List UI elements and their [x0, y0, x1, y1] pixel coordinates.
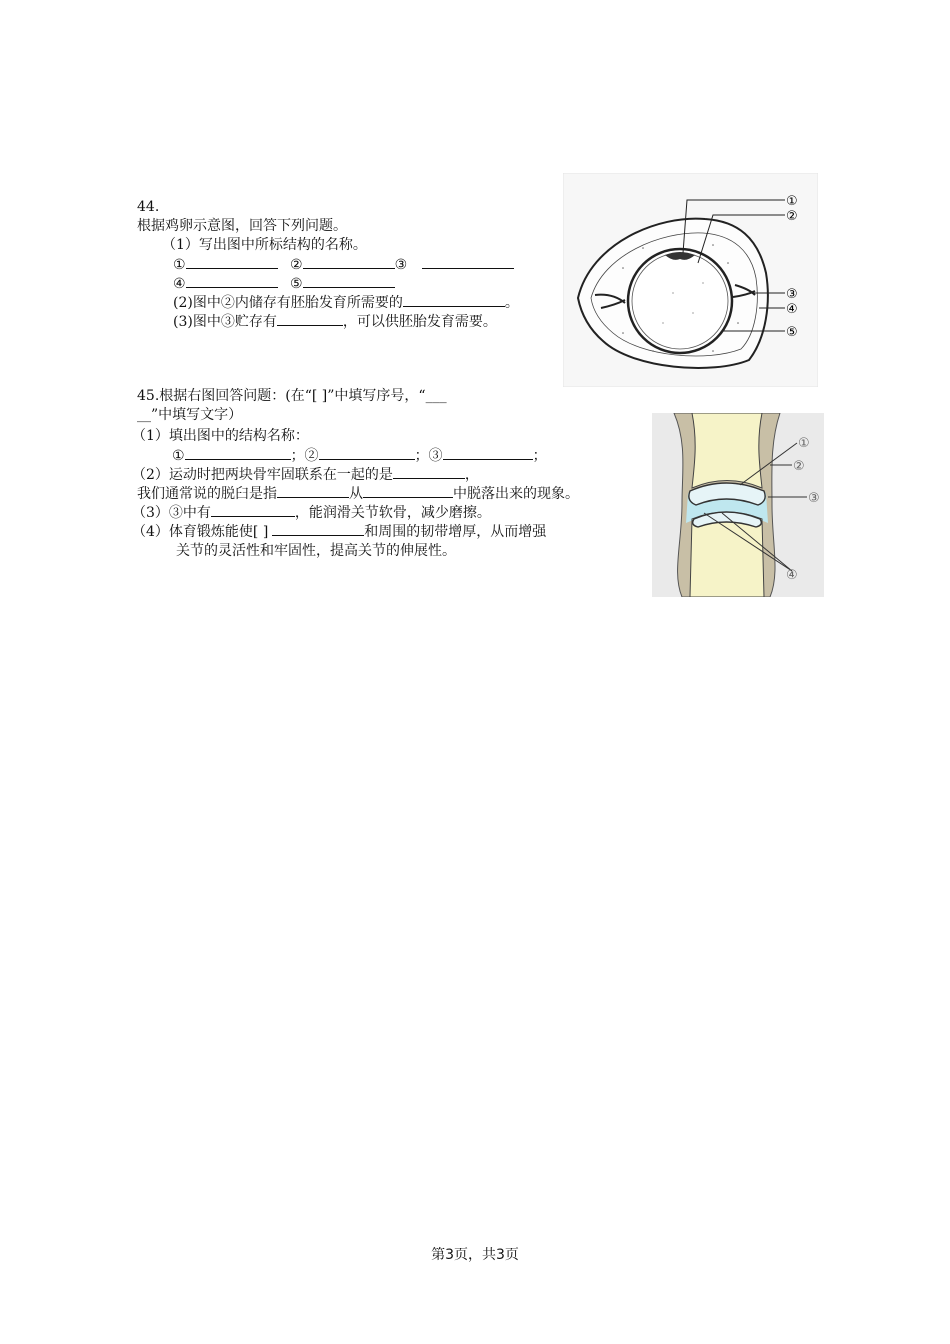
blank-1[interactable] [186, 254, 278, 269]
q45-sub2-end: ， [464, 467, 479, 483]
label-3: ③ [394, 257, 408, 273]
joint-label-2: ② [793, 459, 805, 474]
blank-5[interactable] [303, 273, 395, 288]
egg-label-5: ⑤ [786, 325, 798, 340]
q45-blank-sub3[interactable] [211, 502, 295, 517]
q45-blank-2[interactable] [319, 445, 415, 460]
q45-blank-1[interactable] [185, 445, 291, 460]
blank-2[interactable] [303, 254, 395, 269]
label-2: ② [290, 257, 303, 273]
joint-label-3: ③ [808, 491, 820, 506]
egg-label-4: ④ [786, 302, 798, 317]
page-footer: 第3页，共3页 [431, 1247, 519, 1263]
blank-3[interactable] [422, 254, 514, 269]
q45-sub2b [137, 483, 579, 504]
q44-sub2 [173, 292, 519, 313]
q44-sub3-end: ，可以供胚胎发育需要。 [342, 314, 497, 330]
q45-label-2: ；② [290, 448, 319, 464]
q45-label-3: ；③ [414, 448, 443, 464]
label-5: ⑤ [290, 276, 303, 292]
blank-sub2[interactable] [403, 292, 505, 307]
q45-sub2b-end: 中脱落出来的现象。 [453, 486, 579, 502]
blank-sub3[interactable] [277, 311, 343, 326]
q45-sub4 [132, 521, 546, 542]
q45-blank-sub2b-1[interactable] [277, 483, 349, 498]
q45-blank-sub2[interactable] [393, 464, 465, 479]
q44-row1 [173, 254, 514, 275]
q45-blank-sub2b-2[interactable] [363, 483, 453, 498]
q45-sub2-text: （2）运动时把两块骨牢固联系在一起的是 [132, 467, 393, 483]
q45-sub2b-text: 我们通常说的脱臼是指 [137, 486, 277, 502]
egg-label-1: ① [786, 194, 798, 209]
egg-label-2: ② [786, 209, 798, 224]
egg-label-3: ③ [786, 287, 798, 302]
joint-label-4: ④ [786, 568, 798, 583]
q44-sub1: （1）写出图中所标结构的名称。 [162, 237, 367, 253]
q45-sub1-end: ； [532, 448, 547, 464]
q45-sub1-blanks [172, 445, 547, 466]
egg-diagram [563, 173, 818, 387]
label-4: ④ [173, 276, 186, 292]
q45-sub3 [132, 502, 491, 523]
q45-header-1: 45.根据右图回答问题：(在“[ ]”中填写序号，“___ [137, 388, 447, 404]
q45-sub4-line2: 关节的灵活性和牢固性，提高关节的伸展性。 [176, 543, 456, 559]
q45-sub2 [132, 464, 479, 485]
q44-number: 44. [137, 199, 160, 215]
q44-sub2-end: 。 [504, 295, 519, 311]
q44-row2 [173, 273, 395, 294]
joint-label-1: ① [798, 436, 810, 451]
q44-prompt: 根据鸡卵示意图，回答下列问题。 [137, 218, 347, 234]
q45-sub2b-mid: 从 [349, 486, 363, 502]
q45-sub3-end: ，能润滑关节软骨，减少磨擦。 [294, 505, 491, 521]
q45-blank-sub4[interactable] [272, 521, 364, 536]
q44-sub3 [173, 311, 497, 332]
q45-blank-3[interactable] [443, 445, 533, 460]
q45-sub4-end: 和周围的韧带增厚，从而增强 [364, 524, 547, 540]
q45-sub4-text: （4）体育锻炼能使[ ] [132, 524, 269, 540]
q45-sub1: （1）填出图中的结构名称： [132, 428, 309, 444]
q44-sub3-text: (3)图中③贮存有 [173, 314, 277, 330]
q45-sub3-text: （3）③中有 [132, 505, 211, 521]
joint-diagram [652, 413, 824, 597]
blank-4[interactable] [186, 273, 278, 288]
label-1: ① [173, 257, 186, 273]
q44-sub2-text: (2)图中②内储存有胚胎发育所需要的 [173, 295, 403, 311]
q45-header-2: __”中填写文字） [137, 407, 243, 423]
q45-label-1: ① [172, 448, 185, 464]
